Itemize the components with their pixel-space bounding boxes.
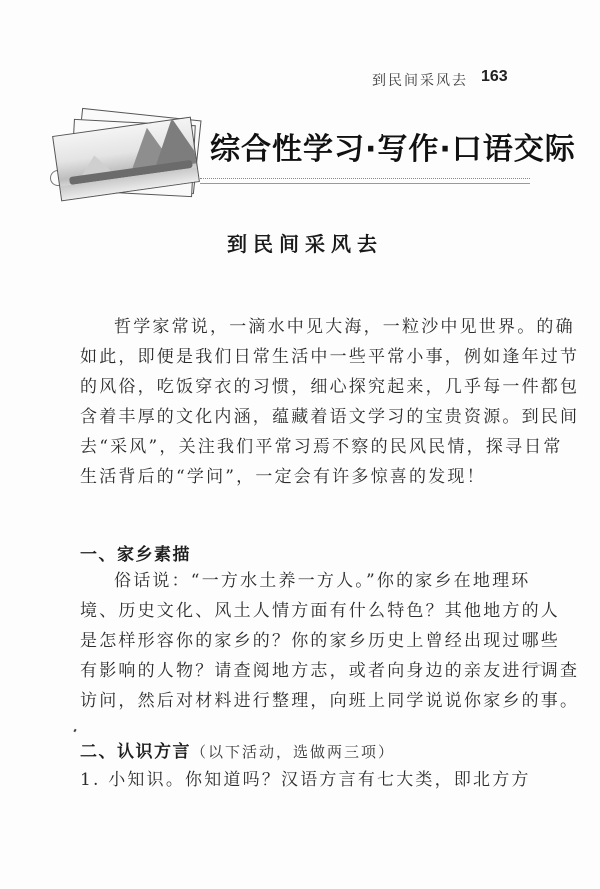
page-number: 163 [481, 68, 508, 85]
landscape-photo-stack-icon [50, 108, 210, 208]
section-title: 到民间采风去 [227, 232, 383, 256]
text-line: 含着丰厚的文化内涵，蕴藏着语文学习的宝贵资源。到民间 [80, 407, 580, 427]
part1-heading-text: 一、家乡素描 [80, 545, 191, 565]
banner-rule-solid [200, 183, 530, 184]
text-line: 访问，然后对材料进行整理，向班上同学说说你家乡的事。 [80, 691, 580, 711]
banner-title: 综合性学习·写作·口语交际 [210, 132, 576, 167]
text-line: 俗话说：“一方水土养一方人。”你的家乡在地理环 [114, 571, 531, 591]
text-line: 生活背后的“学问”，一定会有许多惊喜的发现！ [80, 467, 486, 487]
part2-heading [80, 737, 395, 762]
text-line: 1. 小知识。你知道吗？汉语方言有七大类，即北方方 [80, 770, 531, 790]
banner-rule-dotted [200, 178, 530, 179]
scan-artifact-mark [73, 729, 76, 733]
text-line: 如此，即便是我们日常生活中一些平常小事，例如逢年过节 [80, 347, 580, 367]
text-line: 境、历史文化、风土人情方面有什么特色？其他地方的人 [80, 601, 560, 621]
text-line: 有影响的人物？请查阅地方志，或者向身边的亲友进行调查 [80, 661, 580, 681]
running-head-title: 到民间采风去 [372, 73, 468, 89]
text-line: 去“采风”，关注我们平常习焉不察的民风民情，探寻日常 [80, 437, 563, 457]
intro-paragraph [80, 312, 580, 492]
text-line: 是怎样形容你的家乡的？你的家乡历史上曾经出现过哪些 [80, 631, 560, 651]
text-line: 的风俗，吃饭穿衣的习惯，细心探究起来，几乎每一件都包 [80, 377, 580, 397]
part2-heading-note: （以下活动，选做两三项） [191, 743, 396, 761]
part2-heading-text: 二、认识方言 [80, 742, 191, 762]
part1-heading [80, 540, 191, 565]
chapter-banner [50, 108, 576, 208]
part1-paragraph [80, 566, 580, 716]
text-line: 哲学家常说，一滴水中见大海，一粒沙中见世界。的确 [114, 317, 575, 337]
part2-paragraph [80, 765, 531, 795]
